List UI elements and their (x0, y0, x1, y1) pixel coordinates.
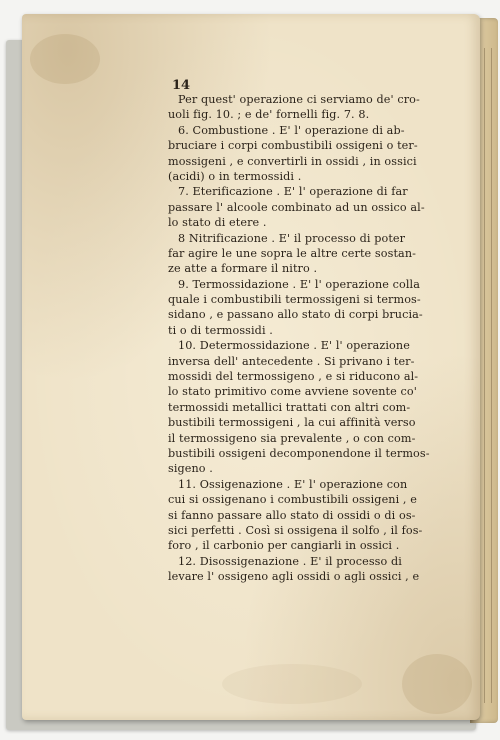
text-line: mossidi del termossigeno , e si riducono al- (168, 370, 419, 384)
text-line: 12. Disossigenazione . E' il processo di (178, 554, 402, 568)
text-line: termossidi metallici trattati con altri com- (168, 400, 411, 414)
text-line: sici perfetti . Così si ossigena il solfo , il fos- (168, 523, 423, 537)
paper-stain (30, 34, 100, 84)
text-line: ti o di termossidi . (168, 323, 273, 337)
text-line: sidano , e passano allo stato di corpi brucia- (168, 308, 423, 322)
paper-stain (402, 654, 472, 714)
text-line: far agire le une sopra le altre certe sostan- (168, 246, 417, 260)
text-line: cui si ossigenano i combustibili ossigeni , e (168, 493, 417, 507)
text-line: 6. Combustione . E' l' operazione di ab- (178, 123, 405, 137)
page-number: 14 (172, 78, 191, 93)
text-line: bustibili termossigeni , la cui affinità verso (168, 416, 416, 430)
text-line: inversa dell' antecedente . Si privano i ter- (168, 354, 415, 368)
text-line: ze atte a formare il nitro . (168, 262, 318, 276)
text-line: (acidi) o in termossidi . (168, 169, 302, 183)
text-line: quale i combustibili termossigeni si termos- (168, 293, 421, 307)
text-line: bruciare i corpi combustibili ossigeni o ter- (168, 139, 418, 153)
page-edge-line (484, 48, 485, 703)
text-line: mossigeni , e convertirli in ossidi , in ossici (168, 154, 417, 168)
text-line: bustibili ossigeni decomponendone il termos- (168, 446, 430, 460)
text-line: lo stato primitivo come avviene sovente co' (168, 385, 417, 399)
text-line: levare l' ossigeno agli ossidi o agli ossici , e (168, 570, 420, 584)
page-edge-line (491, 48, 492, 703)
paper-stain (222, 664, 362, 704)
text-line: 11. Ossigenazione . E' l' operazione con (178, 477, 408, 491)
text-line: Per quest' operazione ci serviamo de' cro- (178, 93, 420, 106)
text-line: passare l' alcoole combinato ad un ossico al- (168, 200, 425, 214)
page-text (168, 92, 473, 585)
text-line: 8 Nitrificazione . E' il processo di poter (178, 231, 406, 245)
text-line: si fanno passare allo stato di ossidi o di os- (168, 508, 416, 522)
text-line: uoli fig. 10. ; e de' fornelli fig. 7. 8. (168, 108, 370, 122)
text-line: lo stato di etere . (168, 216, 267, 230)
text-line: 7. Eterificazione . E' l' operazione di far (178, 185, 408, 199)
text-line: 10. Determossidazione . E' l' operazione (178, 339, 410, 353)
text-line: sigeno . (168, 462, 213, 476)
text-line: 9. Termossidazione . E' l' operazione colla (178, 277, 420, 291)
text-line: foro , il carbonio per cangiarli in ossici . (168, 539, 400, 553)
text-line: il termossigeno sia prevalente , o con com- (168, 431, 416, 445)
